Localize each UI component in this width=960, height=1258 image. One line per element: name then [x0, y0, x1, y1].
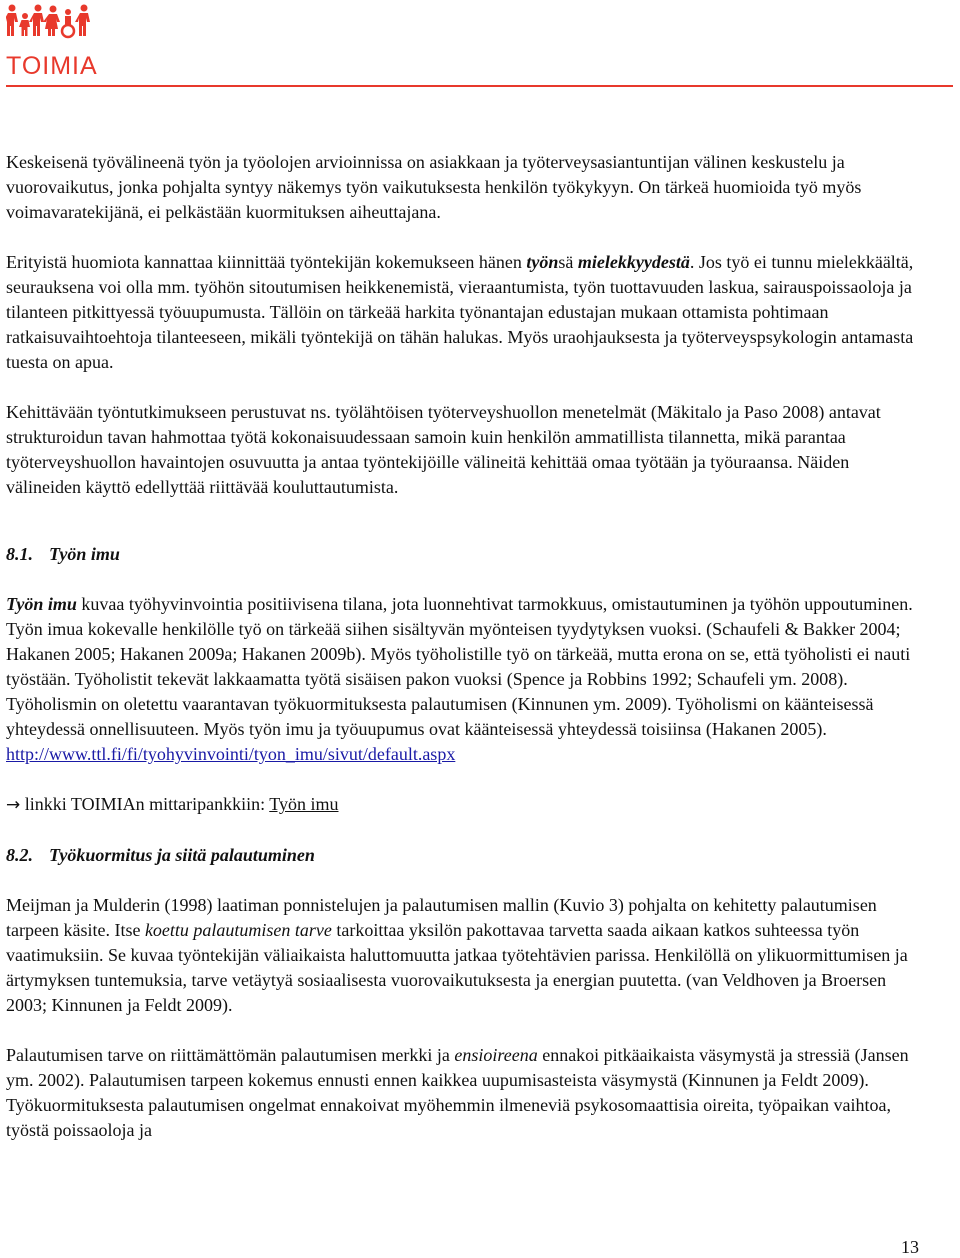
- emphasis-mielekkyydesta: mielekkyydestä: [577, 252, 690, 272]
- section-title: Työn imu: [49, 544, 120, 564]
- paragraph-meaningfulness: [6, 250, 926, 375]
- text-run: linkki TOIMIAn mittaripankkiin:: [20, 794, 270, 814]
- section-heading-tyokuormitus: [6, 843, 926, 868]
- people-figures-logo-icon: [6, 4, 96, 40]
- arrow-right-icon: →: [6, 795, 21, 815]
- section-heading-tyon-imu: [6, 542, 926, 567]
- ttl-link[interactable]: http://www.ttl.fi/fi/tyohyvinvointi/tyon_imu/sivut/default.aspx: [6, 744, 456, 764]
- logo-wordmark: TOIMIA: [6, 52, 98, 80]
- text-run: Meijman ja Mulderin (1998) laatiman ponnistelujen ja palautumisen mallin (Kuvio 3) pohjalta on kehitetty palautumisen tarpeen käsite. Itse: [6, 895, 877, 940]
- tyon-imu-link[interactable]: Työn imu: [269, 794, 339, 814]
- page-number: 13: [901, 1237, 919, 1257]
- section-number: 8.1.: [6, 544, 33, 564]
- section-number: 8.2.: [6, 845, 33, 865]
- text-run: ennakoi pitkäaikaista väsymystä ja stressiä (Jansen ym. 2002). Palautumisen tarpeen kokemus ennusti ennen kaikkea uupumisasteista väsymystä (Kinnunen ja Feldt 2009). Työkuormituksesta palautumisen ongelmat ennakoivat myöhemmin ilmeneviä psykosomaattisia oireita, työpaikan vaihtoa, työstä poissaoloja ja: [6, 1045, 909, 1140]
- section-title: Työkuormitus ja siitä palautuminen: [49, 845, 315, 865]
- text-run: . Jos työ ei tunnu mielekkäältä, seurauksena voi olla mm. työhön sitoutumisen heikkenemistä, vieraantumista, työn tuottavuuden laskua, sairauspoissaoloja ja tilanteen pitkittyessä työuupumusta. Tällöin on tärkeää harkita työnantajan edustajan mukaan ottamista pohtimaan ratkaisuvaihtoehtoja tilanteeseen, mikäli työntekijä on tähän halukas. Myös uraohjauksesta ja työterveyspsykologin antamasta tuesta on apua.: [6, 252, 914, 372]
- text-run: Palautumisen tarve on riittämättömän palautumisen merkki ja: [6, 1045, 455, 1065]
- paragraph-methods: Kehittävään työntutkimukseen perustuvat ns. työlähtöisen työterveyshuollon menetelmät (Mäkitalo ja Paso 2008) antavat strukturoidun tavan hahmottaa työtä kokonaisuudessaan samoin kuin henkilön ammatillista tilannetta, mikä parantaa työterveyshuollon havaintojen osuvuutta ja antaa työntekijöille välineitä kehittää omaa työtään ja työuraansa. Näiden välineiden käyttö edellyttää riittävää kouluttautumista.: [6, 402, 881, 497]
- mittaripankki-link-line: [6, 792, 926, 818]
- header-rule: [6, 85, 953, 87]
- paragraph-tyon-imu: [6, 592, 926, 767]
- paragraph-intro: Keskeisenä työvälineenä työn ja työolojen arvioinnissa on asiakkaan ja työterveysasiantuntijan välinen keskustelu ja vuorovaikutus, jonka pohjalta syntyy näkemys työn vaikutuksesta henkilön työkykyyn. On tärkeä huomioida työ myös voimavaratekijänä, ei pelkästään kuormituksen aiheuttajana.: [6, 152, 862, 222]
- term-koettu-palautumisen-tarve: koettu palautumisen tarve: [144, 920, 332, 940]
- document-body: [6, 150, 926, 1143]
- text-run: Erityistä huomiota kannattaa kiinnittää työntekijän kokemukseen hänen: [6, 252, 527, 272]
- paragraph-palautumisen-tarve: [6, 893, 926, 1018]
- term-tyon-imu: Työn imu: [6, 594, 77, 614]
- text-run: tarkoittaa yksilön pakottavaa tarvetta saada aikaan katkos suhteessa työn vaatimuksiin. Se kuvaa työntekijän väliaikaista haluttomuutta jatkaa työtehtävien parissa. Henkilöllä on ylikuormittumisen ja ärtymyksen tuntemuksia, tarve vetäytyä sosiaalisesta vuorovaikutuksesta ja energian puutetta. (van Veldhoven ja Broersen 2003; Kinnunen ja Feldt 2009).: [6, 920, 908, 1015]
- term-ensioireena: ensioireena: [454, 1045, 538, 1065]
- text-run: sä: [558, 252, 578, 272]
- emphasis-tyon: työn: [526, 252, 559, 272]
- paragraph-ensioireena: [6, 1043, 926, 1143]
- toimia-logo: [6, 4, 96, 80]
- text-run: kuvaa työhyvinvointia positiivisena tilana, jota luonnehtivat tarmokkuus, omistautuminen ja työhön uppoutuminen. Työn imua kokevalle henkilölle työ on tärkeää siihen sisältyvän myönteisen tyydytyksen vuoksi. (Schaufeli & Bakker 2004; Hakanen 2005; Hakanen 2009a; Hakanen 2009b). Myös työholistille työ on tärkeää, mutta erona on se, että työholisti ei nauti työstään. Työholistit tekevät lakkaamatta työtä sisäisen pakon vuoksi (Spence ja Robbins 1992; Schaufeli ym. 2008). Työholismin on oletettu vaarantavan työkuormituksesta palautumisen (Kinnunen ym. 2009). Työholismi on käänteisessä yhteydessä onnellisuuteen. Myös työn imu ja työuupumus ovat käänteisessä yhteydessä toisiinsa (Hakanen 2005).: [6, 594, 913, 739]
